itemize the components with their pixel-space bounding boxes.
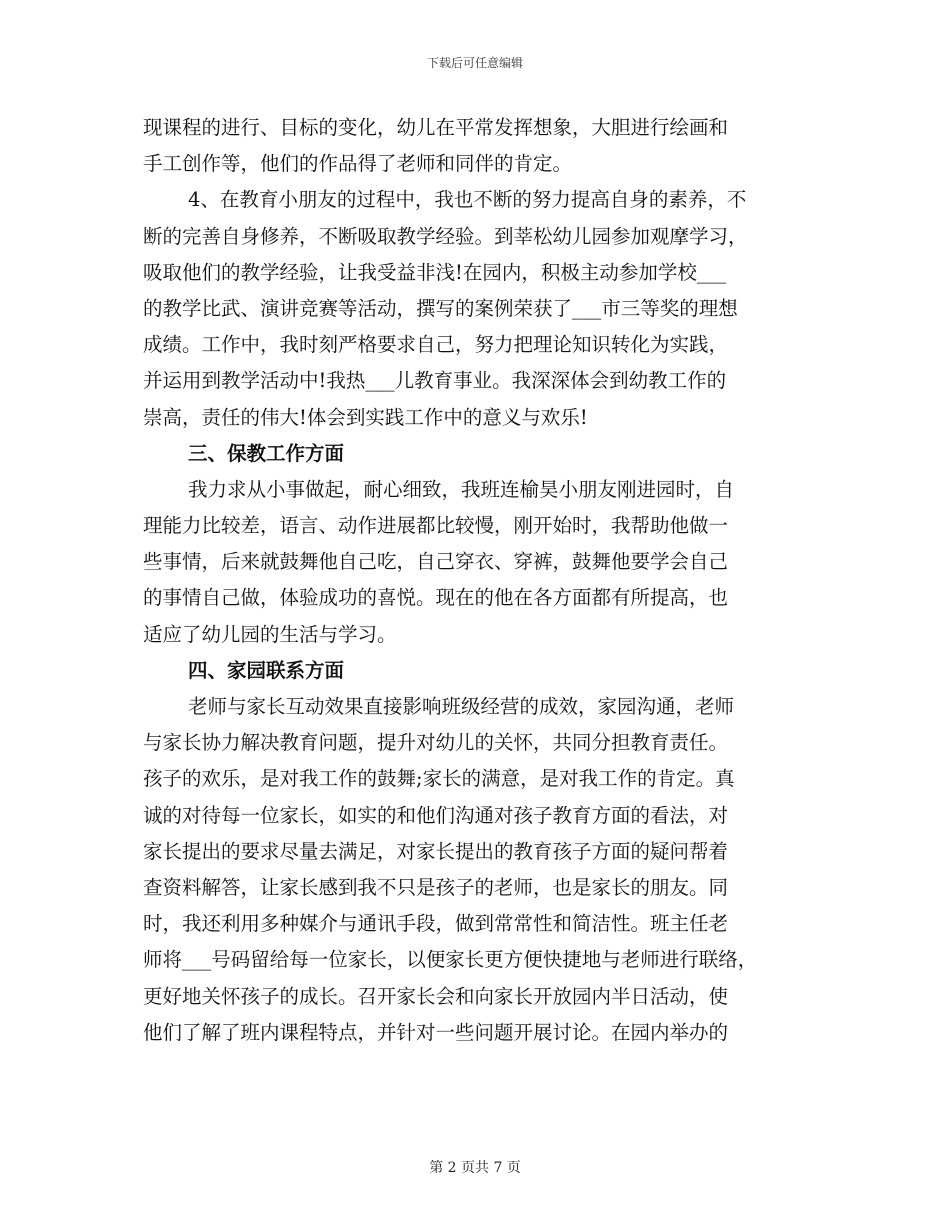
section-heading: 四、家园联系方面 [188, 658, 345, 682]
text-line: 与家长协力解决教育问题，提升对幼儿的关怀，共同分担教育责任。 [143, 731, 729, 755]
page-footer: 第 2 页共 7 页 [429, 1160, 521, 1176]
text-line: 现课程的进行、目标的变化，幼儿在平常发挥想象，大胆进行绘画和 [143, 116, 729, 139]
paragraph-start-line: 我力求从小事做起，耐心细致，我班连榆昊小朋友刚进园时，自 [188, 477, 735, 501]
text-line: 更好地关怀孩子的成长。召开家长会和向家长开放园内半日活动，使 [143, 984, 729, 1008]
text-line: 查资料解答，让家长感到我不只是孩子的老师，也是家长的朋友。同 [143, 875, 729, 899]
text-line: 的事情自己做，体验成功的喜悦。现在的他在各方面都有所提高，也 [143, 586, 729, 610]
text-line: 些事情，后来就鼓舞他自己吃，自己穿衣、穿裤，鼓舞他要学会自己 [143, 550, 729, 574]
paragraph-start-line: 4、在教育小朋友的过程中，我也不断的努力提高自身的素养，不 [188, 188, 747, 212]
section-heading: 三、保教工作方面 [188, 441, 345, 465]
text-line: 手工创作等，他们的作品得了老师和同伴的肯定。 [143, 152, 573, 176]
text-line: 孩子的欢乐，是对我工作的鼓舞;家长的满意，是对我工作的肯定。真 [143, 767, 735, 791]
text-line: 吸取他们的教学经验，让我受益非浅!在园内，积极主动参加学校___ [143, 260, 727, 284]
text-line: 他们了解了班内课程特点，并针对一些问题开展讨论。在园内举办的 [143, 1020, 729, 1044]
text-line: 诚的对待每一位家长，如实的和他们沟通对孩子教育方面的看法，对 [143, 803, 729, 827]
text-line: 成绩。工作中，我时刻严格要求自己，努力把理论知识转化为实践， [143, 333, 729, 357]
text-line: 理能力比较差，语言、动作进展都比较慢，刚开始时，我帮助他做一 [143, 514, 729, 538]
text-line: 断的完善自身修养，不断吸取教学经验。到莘松幼儿园参加观摩学习， [143, 224, 748, 248]
text-line: 家长提出的要求尽量去满足，对家长提出的教育孩子方面的疑问帮着 [143, 839, 729, 863]
text-line: 适应了幼儿园的生活与学习。 [143, 622, 397, 646]
text-line: 的教学比武、演讲竞赛等活动，撰写的案例荣获了___市三等奖的理想 [143, 296, 738, 320]
paragraph-start-line: 老师与家长互动效果直接影响班级经营的成效，家园沟通，老师 [188, 695, 735, 718]
text-line: 师将___号码留给每一位家长，以便家长更方便快捷地与老师进行联络， [143, 948, 758, 972]
text-line: 并运用到教学活动中!我热___儿教育事业。我深深体会到幼教工作的 [143, 369, 727, 393]
page-header: 下载后可任意编辑 [426, 56, 523, 70]
document-body [143, 110, 818, 1051]
text-line: 崇高，责任的伟大!体会到实践工作中的意义与欢乐! [143, 405, 588, 429]
text-line: 时，我还利用多种媒介与通讯手段，做到常常性和简洁性。班主任老 [143, 912, 729, 936]
